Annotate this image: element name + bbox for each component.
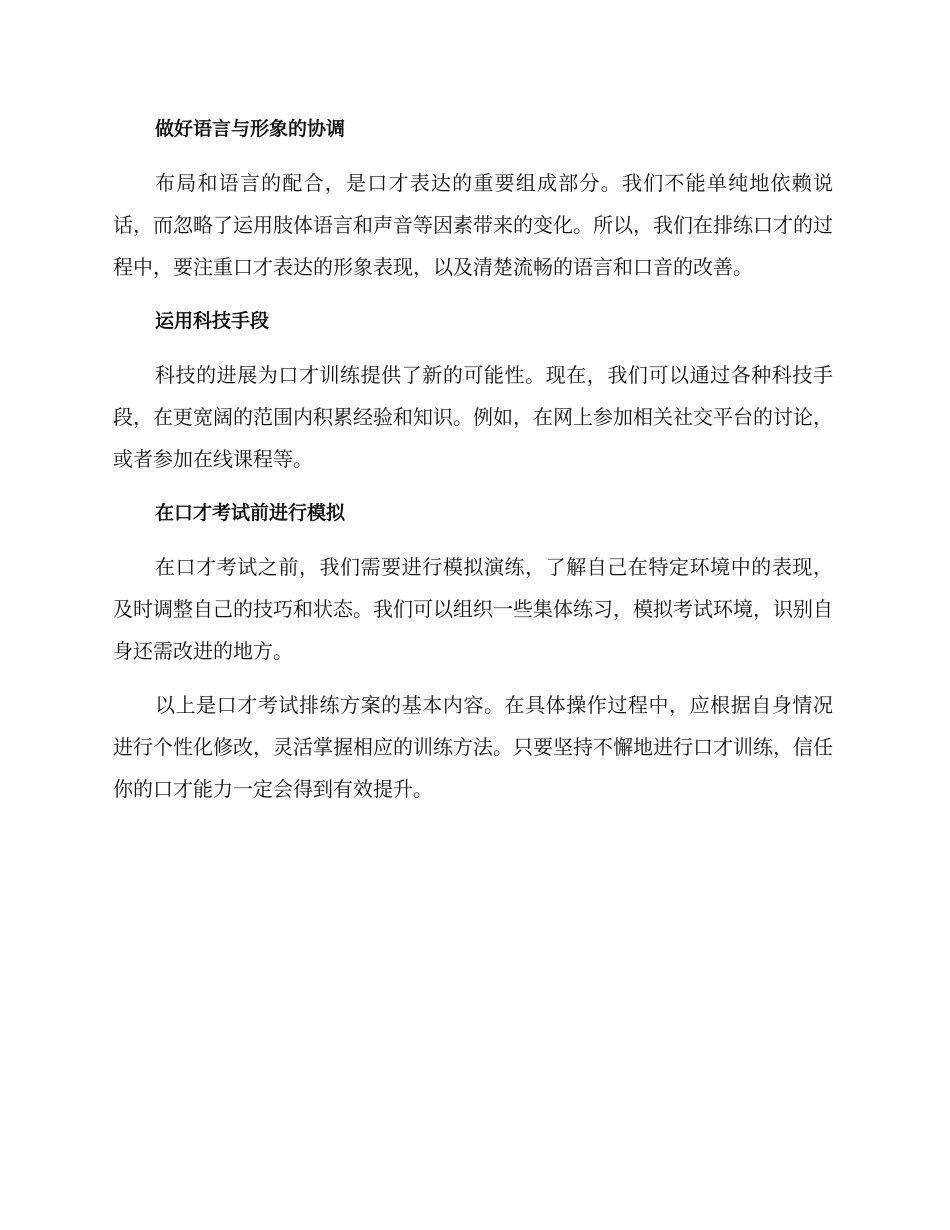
spacer bbox=[113, 288, 833, 300]
section-paragraph-technology: 科技的进展为口才训练提供了新的可能性。现在，我们可以通过各种科技手段，在更宽阔的范围内积累经验和知识。例如，在网上参加相关社交平台的讨论，或者参加在线课程等。 bbox=[113, 363, 833, 471]
spacer bbox=[113, 150, 833, 162]
spacer bbox=[113, 534, 833, 546]
conclusion-paragraph: 以上是口才考试排练方案的基本内容。在具体操作过程中，应根据自身情况进行个性化修改，灵活掌握相应的训练方法。只要坚持不懈地进行口才训练，信任你的口才能力一定会得到有效提升。 bbox=[113, 693, 833, 801]
spacer bbox=[113, 342, 833, 354]
section-paragraph-mock-exam: 在口才考试之前，我们需要进行模拟演练，了解自己在特定环境中的表现，及时调整自己的技巧和状态。我们可以组织一些集体练习，模拟考试环境，识别自身还需改进的地方。 bbox=[113, 555, 833, 663]
spacer bbox=[113, 480, 833, 492]
section-heading-mock-exam: 在口才考试前进行模拟 bbox=[155, 502, 346, 524]
section-paragraph-language-image: 布局和语言的配合，是口才表达的重要组成部分。我们不能单纯地依赖说话，而忽略了运用肢体语言和声音等因素带来的变化。所以，我们在排练口才的过程中，要注重口才表达的形象表现，以及清楚流畅的语言和口音的改善。 bbox=[113, 171, 833, 279]
document-body bbox=[113, 108, 833, 810]
section-heading-language-image: 做好语言与形象的协调 bbox=[155, 118, 346, 140]
section-heading-technology: 运用科技手段 bbox=[155, 310, 270, 332]
spacer bbox=[113, 672, 833, 684]
